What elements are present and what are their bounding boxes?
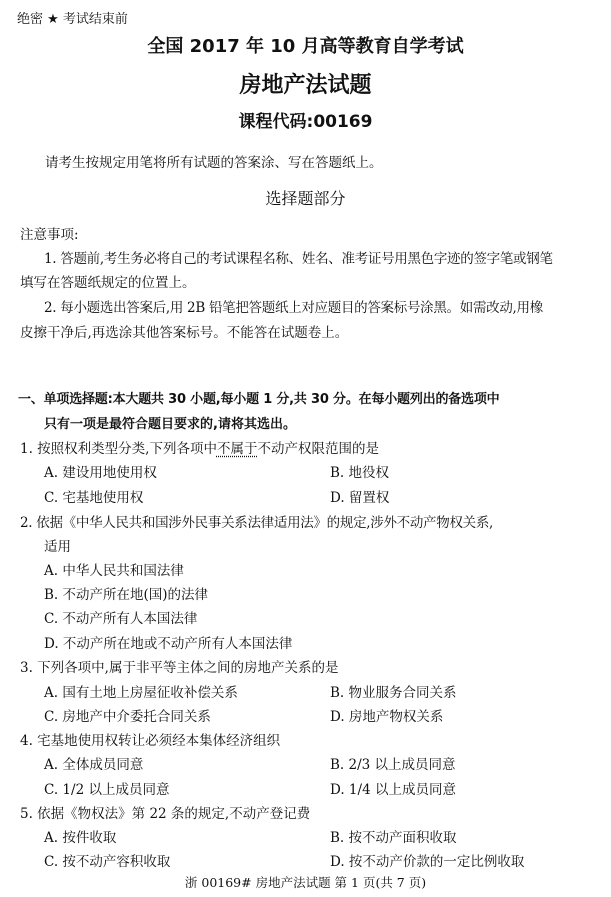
- note-2-line-2: 皮擦干净后,再选涂其他答案标号。不能答在试题卷上。: [20, 325, 349, 341]
- q2-option-d: D. 不动产所在地或不动产所有人本国法律: [44, 636, 293, 652]
- question-4-stem: 4. 宅基地使用权转让必须经本集体经济组织: [20, 733, 281, 749]
- q1-stem-post: 不动产权限范围的是: [257, 441, 379, 457]
- question-2-stem-line-2: 适用: [44, 539, 71, 555]
- question-1-stem: [20, 437, 379, 457]
- note-2-line-1: 2. 每小题选出答案后,用 2B 铅笔把答题纸上对应题目的答案标号涂黑。如需改动,用橡: [44, 300, 543, 316]
- q4-option-a: A. 全体成员同意: [44, 757, 144, 773]
- confidential-label: 绝密 ★ 考试结束前: [17, 12, 128, 27]
- note-1-line-2: 填写在答题纸规定的位置上。: [20, 275, 196, 291]
- question-5-stem: 5. 依据《物权法》第 22 条的规定,不动产登记费: [20, 806, 311, 822]
- q4-option-c: C. 1/2 以上成员同意: [44, 782, 170, 798]
- instruction-text: 请考生按规定用笔将所有试题的答案涂、写在答题纸上。: [45, 155, 383, 171]
- q1-option-b: B. 地役权: [330, 465, 390, 481]
- q5-option-c: C. 按不动产容积收取: [44, 854, 171, 870]
- part1-heading-line-1: 一、单项选择题:本大题共 30 小题,每小题 1 分,共 30 分。在每小题列出的备选项中: [18, 392, 500, 407]
- exam-title: 全国 2017 年 10 月高等教育自学考试: [147, 36, 464, 57]
- question-2-stem-line-1: 2. 依据《中华人民共和国涉外民事关系法律适用法》的规定,涉外不动产物权关系,: [20, 515, 494, 531]
- question-3-stem: 3. 下列各项中,属于非平等主体之间的房地产关系的是: [20, 660, 339, 676]
- q5-option-a: A. 按件收取: [44, 830, 117, 846]
- q1-option-c: C. 宅基地使用权: [44, 490, 144, 506]
- page-footer: 浙 00169# 房地产法试题 第 1 页(共 7 页): [184, 875, 427, 890]
- q3-option-b: B. 物业服务合同关系: [330, 685, 457, 701]
- q1-option-a: A. 建设用地使用权: [44, 465, 157, 481]
- q2-option-c: C. 不动产所有人本国法律: [44, 611, 198, 627]
- q1-stem-emphasis: 不属于: [216, 441, 258, 457]
- course-code: 课程代码:00169: [238, 112, 373, 132]
- subject-title: 房地产法试题: [239, 73, 372, 98]
- q1-stem-pre: 1. 按照权利类型分类,下列各项中: [20, 441, 217, 457]
- q3-option-a: A. 国有土地上房屋征收补偿关系: [44, 685, 238, 701]
- q4-option-d: D. 1/4 以上成员同意: [330, 782, 456, 798]
- q1-option-d: D. 留置权: [330, 490, 390, 506]
- section-title: 选择题部分: [265, 189, 346, 208]
- q4-option-b: B. 2/3 以上成员同意: [330, 757, 456, 773]
- q5-option-b: B. 按不动产面积收取: [330, 830, 457, 846]
- q2-option-b: B. 不动产所在地(国)的法律: [44, 587, 209, 603]
- q5-option-d: D. 按不动产价款的一定比例收取: [330, 854, 525, 870]
- q2-option-a: A. 中华人民共和国法律: [44, 563, 184, 579]
- note-1-line-1: 1. 答题前,考生务必将自己的考试课程名称、姓名、准考证号用黑色字迹的签字笔或钢笔: [44, 251, 553, 267]
- part1-heading-line-2: 只有一项是最符合题目要求的,请将其选出。: [44, 417, 296, 432]
- q3-option-d: D. 房地产物权关系: [330, 709, 444, 725]
- q3-option-c: C. 房地产中介委托合同关系: [44, 709, 211, 725]
- notes-heading: 注意事项:: [20, 227, 79, 243]
